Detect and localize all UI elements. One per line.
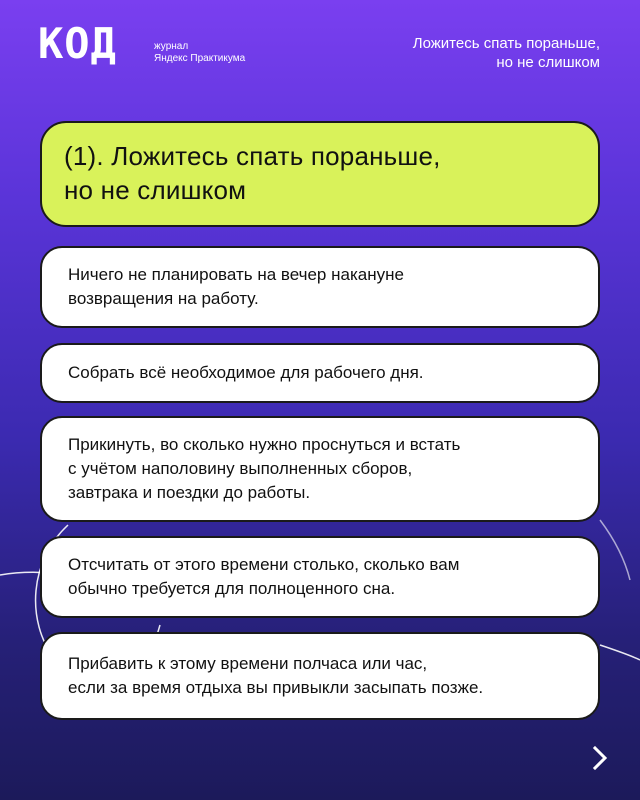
- tip-card-4-line1: Отсчитать от этого времени столько, сколько вам: [68, 555, 460, 574]
- tip-card-4-line2: обычно требуется для полноценного сна.: [68, 579, 396, 598]
- next-slide-button[interactable]: [588, 744, 612, 772]
- logo-sub-line2: Яндекс Практикума: [154, 53, 246, 64]
- tip-card-1-line1: Ничего не планировать на вечер накануне: [68, 265, 404, 284]
- tip-card-3-line3: завтрака и поездки до работы.: [68, 483, 311, 502]
- tip-card-2-line1: Собрать всё необходимое для рабочего дня.: [68, 363, 424, 382]
- tip-card-3-line2: с учётом наполовину выполненных сборов,: [68, 459, 413, 478]
- title-card: [40, 121, 600, 227]
- header-title: [340, 34, 600, 72]
- logo-sub-line1: журнал: [154, 41, 189, 52]
- header-title-line2: но не слишком: [496, 54, 600, 71]
- logo[interactable]: КОД: [38, 19, 117, 68]
- tip-card-5: [40, 632, 600, 720]
- logo-subtitle: [154, 41, 245, 65]
- tip-card-4: [40, 536, 600, 618]
- tip-card-3: [40, 416, 600, 522]
- title-card-line2: но не слишком: [64, 175, 247, 205]
- header-title-line1: Ложитесь спать пораньше,: [412, 35, 600, 52]
- tip-card-1: [40, 246, 600, 328]
- tip-card-5-line1: Прибавить к этому времени полчаса или час,: [68, 654, 428, 673]
- chevron-right-icon: [592, 746, 608, 770]
- tip-card-1-line2: возвращения на работу.: [68, 289, 259, 308]
- tip-card-2: [40, 343, 600, 403]
- tip-card-5-line2: если за время отдыха вы привыкли засыпать позже.: [68, 678, 484, 697]
- title-card-line1: (1). Ложитесь спать пораньше,: [64, 141, 441, 171]
- header: [0, 0, 640, 100]
- tip-card-3-line1: Прикинуть, во сколько нужно проснуться и встать: [68, 435, 461, 454]
